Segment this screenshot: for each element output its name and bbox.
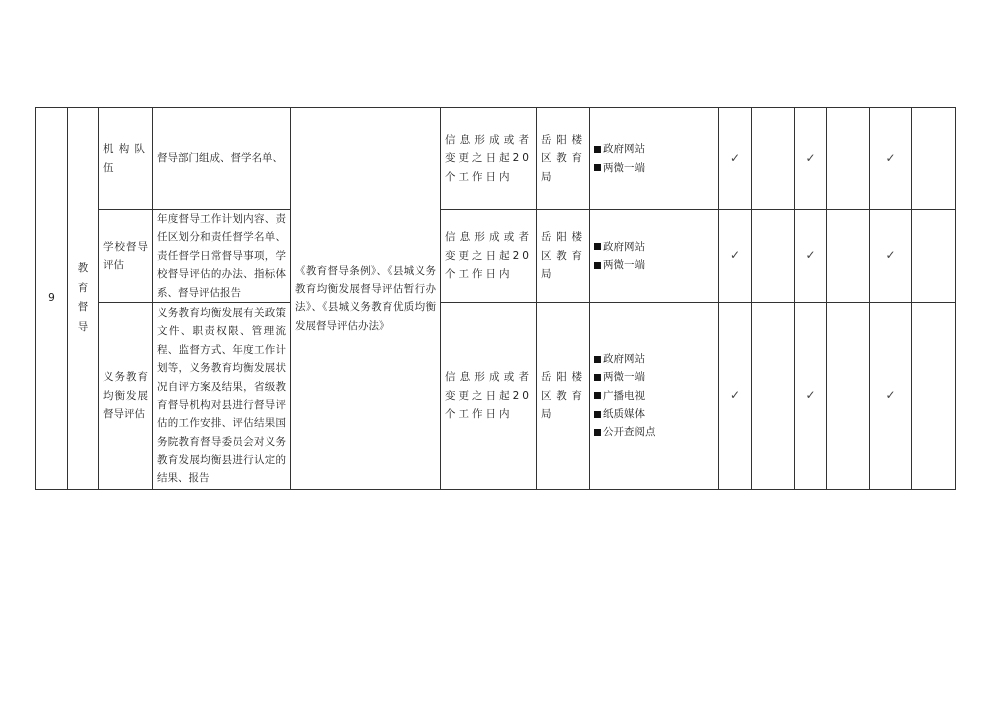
disclosure-table <box>35 107 956 490</box>
table-row <box>36 210 956 303</box>
list-item <box>594 387 714 405</box>
channel-label: 公开查阅点 <box>603 426 656 439</box>
subject: 岳阳楼区教育局 <box>537 210 590 303</box>
check-icon: ✓ <box>719 108 752 210</box>
square-bullet-icon <box>594 429 601 436</box>
channels-cell <box>590 210 719 303</box>
square-bullet-icon <box>594 164 601 171</box>
square-bullet-icon <box>594 262 601 269</box>
table-row <box>36 108 956 210</box>
empty-cell <box>752 302 795 489</box>
basis-cell: 《教育督导条例》、《县城义务教育均衡发展督导评估暂行办法》、《县城义务教育优质均衡发展督导评估办法》 <box>291 108 441 490</box>
empty-cell <box>752 108 795 210</box>
empty-cell <box>912 210 956 303</box>
time-limit: 信息形成或者变更之日起20个工作日内 <box>441 108 537 210</box>
list-item <box>594 238 714 256</box>
item-name: 义务教育均衡发展督导评估 <box>99 302 153 489</box>
check-icon: ✓ <box>795 302 827 489</box>
square-bullet-icon <box>594 374 601 381</box>
channel-label: 两微一端 <box>603 258 645 271</box>
item-content: 督导部门组成、督学名单、 <box>153 108 291 210</box>
check-icon: ✓ <box>870 108 912 210</box>
square-bullet-icon <box>594 392 601 399</box>
item-name: 机构队伍 <box>99 108 153 210</box>
subject: 岳阳楼区教育局 <box>537 108 590 210</box>
category-label: 教育督导 <box>77 261 89 334</box>
check-icon: ✓ <box>795 210 827 303</box>
check-icon: ✓ <box>870 210 912 303</box>
empty-cell <box>827 210 870 303</box>
list-item <box>594 140 714 158</box>
square-bullet-icon <box>594 356 601 363</box>
channels-cell <box>590 302 719 489</box>
check-icon: ✓ <box>719 302 752 489</box>
check-icon: ✓ <box>870 302 912 489</box>
empty-cell <box>827 108 870 210</box>
channel-label: 纸质媒体 <box>603 408 645 421</box>
list-item <box>594 405 714 423</box>
channels-cell <box>590 108 719 210</box>
list-item <box>594 350 714 368</box>
empty-cell <box>912 108 956 210</box>
channel-label: 政府网站 <box>603 240 645 253</box>
time-limit: 信息形成或者变更之日起20个工作日内 <box>441 302 537 489</box>
channel-label: 广播电视 <box>603 389 645 402</box>
square-bullet-icon <box>594 243 601 250</box>
list-item <box>594 159 714 177</box>
check-icon: ✓ <box>795 108 827 210</box>
list-item <box>594 368 714 386</box>
subject: 岳阳楼区教育局 <box>537 302 590 489</box>
check-icon: ✓ <box>719 210 752 303</box>
item-content: 义务教育均衡发展有关政策文件、职责权限、管理流程、监督方式、年度工作计划等，义务教育均衡发展状况自评方案及结果，省级教育督导机构对县进行督导评估的工作安排、评估结果国务院教育督导委员会对义务教育发展均衡县进行认定的结果、报告 <box>153 302 291 489</box>
time-limit: 信息形成或者变更之日起20个工作日内 <box>441 210 537 303</box>
item-name: 学校督导评估 <box>99 210 153 303</box>
channel-label: 两微一端 <box>603 371 645 384</box>
channel-label: 政府网站 <box>603 352 645 365</box>
row-number: 9 <box>36 108 68 490</box>
empty-cell <box>912 302 956 489</box>
empty-cell <box>827 302 870 489</box>
square-bullet-icon <box>594 146 601 153</box>
empty-cell <box>752 210 795 303</box>
list-item <box>594 256 714 274</box>
item-content: 年度督导工作计划内容、责任区划分和责任督学名单、责任督学日常督导事项，学校督导评估的办法、指标体系、督导评估报告 <box>153 210 291 303</box>
list-item <box>594 423 714 441</box>
square-bullet-icon <box>594 411 601 418</box>
channel-label: 两微一端 <box>603 161 645 174</box>
category-cell <box>68 108 99 490</box>
table-row <box>36 302 956 489</box>
channel-label: 政府网站 <box>603 143 645 156</box>
